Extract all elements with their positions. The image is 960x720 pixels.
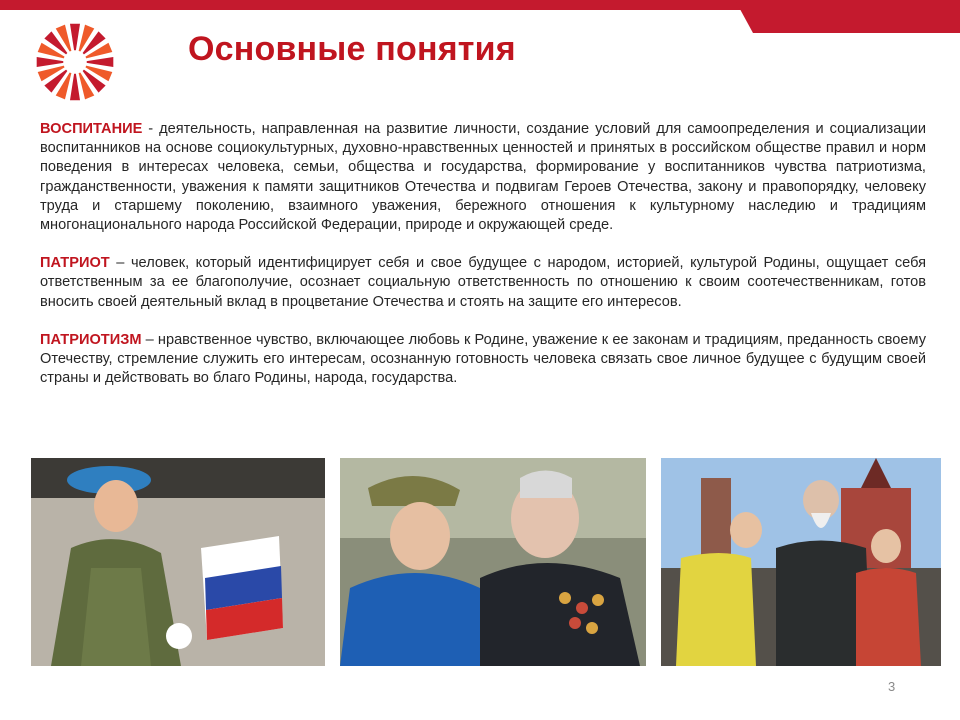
definition-text: человек, который идентифицирует себя и свое будущее с народом, историей, культурой Родины, ощущает себя ответственным за ее благополучие, осознает социальную ответственность по отношению к своим соотечественникам, готов вносить своей деятельный вклад в процветание Отечества и стоять на защите его интересов. — [40, 255, 927, 310]
logo-ray — [70, 74, 80, 101]
definition-term: ПАТРИОТ — [40, 255, 110, 272]
photo-cadet-with-flag — [31, 458, 325, 666]
sunburst-logo-icon — [33, 20, 117, 104]
page-number: 3 — [888, 679, 896, 694]
definition-term: ВОСПИТАНИЕ — [40, 121, 143, 137]
logo-ray — [87, 57, 114, 67]
logo-ray — [70, 24, 80, 51]
top-accent-tab — [735, 0, 960, 33]
page-title: Основные понятия — [188, 30, 516, 68]
logo-ray — [37, 57, 64, 67]
definition-patriot: ПАТРИОТ – человек, который идентифицирует себя и свое будущее с народом, историей, культурой Родины, ощущает себя ответственным за ее благополучие, осознает социальную ответственность по отношению к своим соотечественникам, готов вносить своей деятельный вклад в процветание Отечества и стоять на защите его интересов. — [40, 255, 927, 310]
definition-text: нравственное чувство, включающее любовь к Родине, уважение к ее законам и традициям, преданность своему Отечеству, стремление служить его интересам, осознанную готовность человека связать свое личное будущее с будущим своей страны и действовать во благо Родины, народа, государства. — [40, 331, 926, 387]
definitions-block — [40, 120, 926, 407]
definition-patriotism: ПАТРИОТИЗМ – нравственное чувство, включающее любовь к Родине, уважение к ее законам и традициям, преданность своему Отечеству, стремление служить его интересам, осознанную готовность человека связать свое личное будущее с будущим своей страны и действовать во благо Родины, народа, государства. — [40, 331, 926, 387]
definition-text: деятельность, направленная на развитие личности, создание условий для самоопределения и социализации воспитанников на основе социокультурных, духовно-нравственных ценностей и принятых в российском обществе правил и норм поведения в интересах человека, семьи, общества и государства, формирование у воспитанников чувства патриотизма, гражданственности, уважения к памяти защитников Отечества и подвигам Героев Отечества, закону и правопорядку, человеку труда и старшему поколению, взаимного уважения, бережного отношения к культурному наследию и традициям многонационального народа Российской Федерации, природе и окружающей среде. — [40, 121, 926, 234]
photo-veteran-with-children — [661, 458, 941, 666]
photo-girl-with-veteran — [340, 458, 646, 666]
definition-term: ПАТРИОТИЗМ — [40, 331, 142, 348]
definition-upbringing: ВОСПИТАНИЕ - деятельность, направленная на развитие личности, создание условий для самоопределения и социализации воспитанников на основе социокультурных, духовно-нравственных ценностей и принятых в российском обществе правил и норм поведения в интересах человека, семьи, общества и государства, формирование у воспитанников чувства патриотизма, гражданственности, уважения к памяти защитников Отечества и подвигам Героев Отечества, закону и правопорядку, человеку труда и старшему поколению, взаимного уважения, бережного отношения к культурному наследию и традициям многонационального народа Российской Федерации, природе и окружающей среде. — [40, 121, 926, 234]
